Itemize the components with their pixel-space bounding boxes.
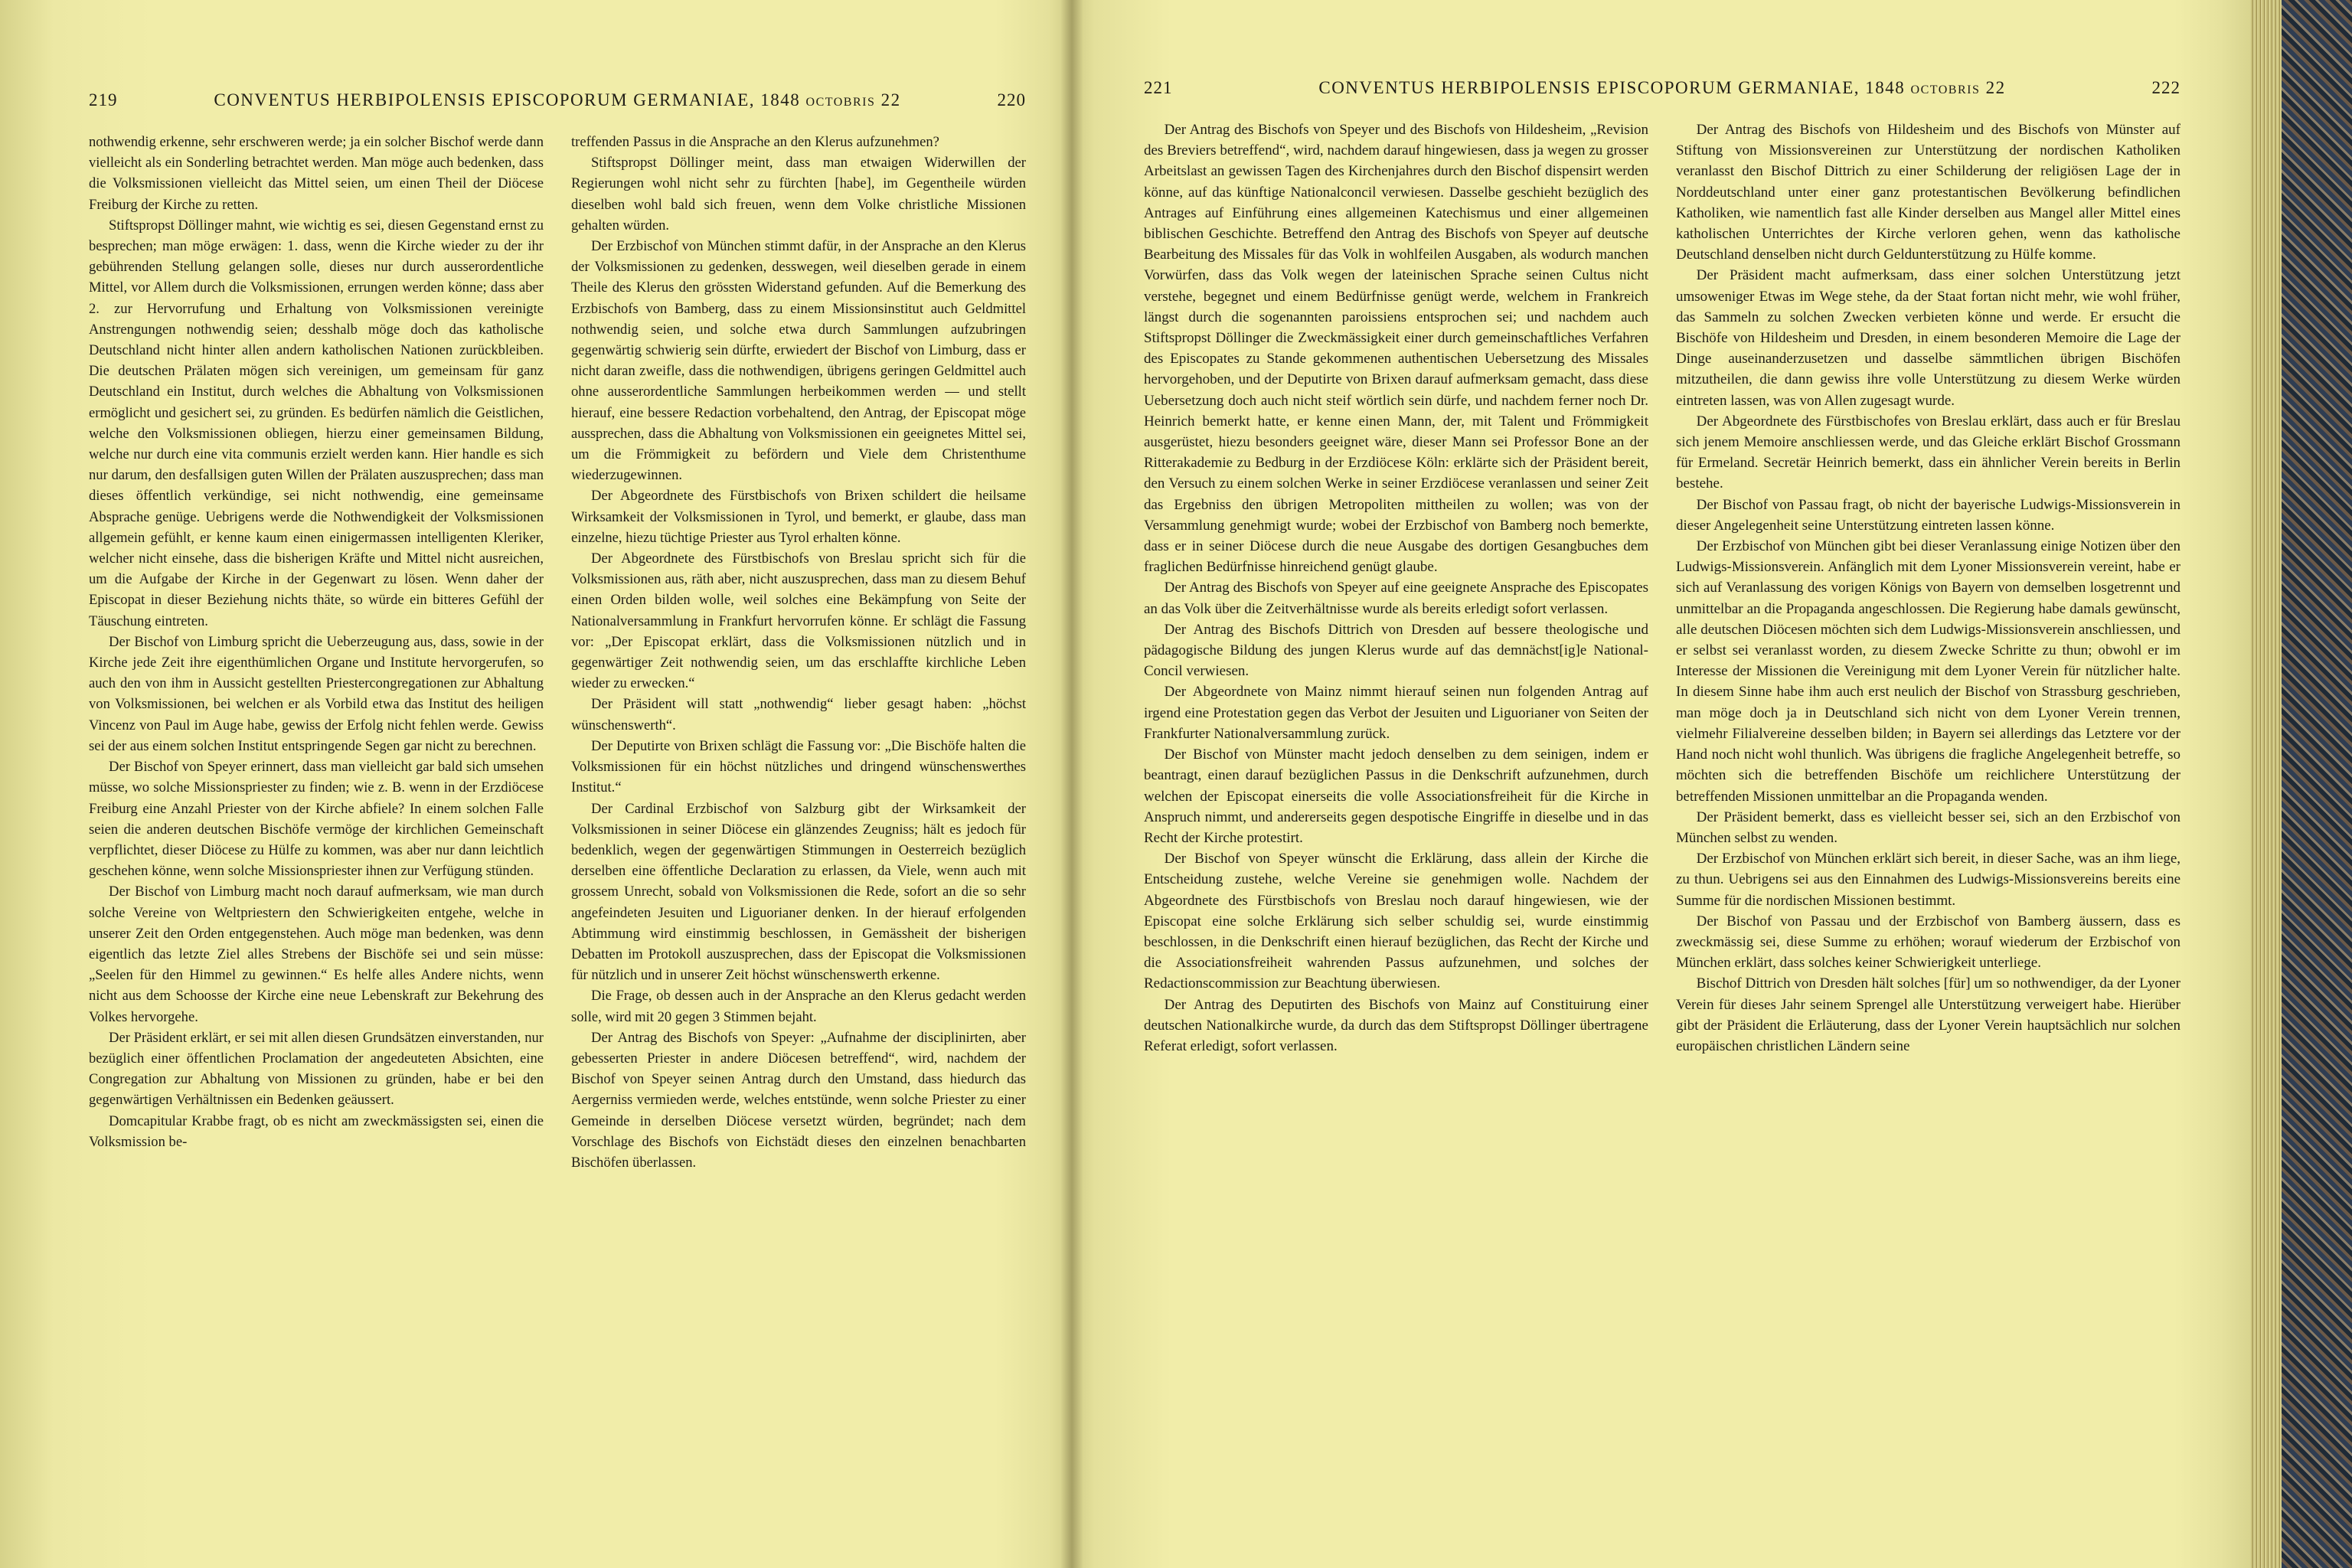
paragraph: Der Bischof von Passau fragt, ob nicht der bayerische Ludwigs-Missionsverein in dieser Angelegenheit seine Unterstützung eintreten lassen könne. <box>1676 496 2180 534</box>
paragraph: Der Präsident macht aufmerksam, dass einer solchen Unterstützung jetzt umsoweniger Etwas im Wege stehe, da der Staat fortan nicht mehr, wie wohl früher, das Sammeln zu solchen Zwecken verbieten könne und werde. Er ersucht die Bischöfe von Hildesheim und Dresden, in einem besonderen Memoire die Lage der Dinge auseinanderzusetzen und dasselbe sämmtlichen übrigen Bischöfen mitzutheilen, die dann gewiss ihre volle Unterstützung zu diesem Werke würden eintreten lassen, was von Allen zugesagt wurde. <box>1676 267 2180 409</box>
paragraph: Der Bischof von Limburg spricht die Ueberzeugung aus, dass, sowie in der Kirche jede Zeit ihre eigenthümlichen Organe und Institute hervorgerufen, so auch den von ihm in Aussicht gestellten Priestercongregationen zur Abhaltung von Volksmissionen, bei welchen er als Vorbild etwa das Institut des heiligen Vincenz von Paul im Auge habe, gewiss der Erfolg nicht fehlen werde. Gewiss sei der aus einem solchen Institut entspringende Segen gar nicht zu berechnen. <box>89 633 544 754</box>
paragraph: Der Abgeordnete des Fürstbischofs von Brixen schildert die heilsame Wirksamkeit der Volksmissionen in Tyrol, und bemerkt, er glaube, dass man einzelne, hiezu tüchtige Priester aus Tyrol erhalten könne. <box>571 488 1026 546</box>
paragraph: Der Antrag des Bischofs Dittrich von Dresden auf bessere theologische und pädagogische Bildung des jungen Klerus wurde auf das demnächst[ig]e National-Concil verwiesen. <box>1144 621 1648 680</box>
column-222 <box>1676 119 2180 1057</box>
left-page-columns <box>89 132 1026 1173</box>
paragraph: Der Cardinal Erzbischof von Salzburg gibt der Wirksamkeit der Volksmissionen in seiner Diöcese ein glänzendes Zeugniss; hält es jedoch für bedenklich, wegen der gegenwärtigen Stimmungen in Oesterreich bezüglich derselben eine öffentliche Declaration zu erlassen, da Viele, wenn auch mit grossem Unrecht, sobald von Volksmissionen die Rede, sofort an die so sehr angefeindeten Jesuiten und Liguorianer denken. In der hierauf erfolgenden Abtimmung wird einstimmig beschlossen, in Gemässheit der bisherigen Debatten im Protokoll auszusprechen, dass der Episcopat die Volksmissionen für nützlich und in unserer Zeit höchst wünschenswerth erkenne. <box>571 800 1026 984</box>
paragraph: Der Präsident erklärt, er sei mit allen diesen Grundsätzen einverstanden, nur bezüglich einer öffentlichen Proclamation der angedeuteten Absichten, eine Congregation zur Abhaltung von Missionen zu gründen, habe er bei den gegenwärtigen Verhältnissen ein Bedenken geäussert. <box>89 1029 544 1109</box>
paragraph: nothwendig erkenne, sehr erschweren werde; ja ein solcher Bischof werde dann vielleicht als ein Sonderling betrachtet werden. Man möge auch bedenken, dass die Volksmissionen vielleicht das Mittel seien, um einen Theil der Diöcese Freiburg der Kirche zu retten. <box>89 134 544 213</box>
paragraph: Der Bischof von Münster macht jedoch denselben zu dem seinigen, indem er beantragt, einen darauf bezüglichen Passus in die Denkschrift aufzunehmen, durch welchen der Episcopat einerseits die volle Associationsfreiheit für die Kirche in Anspruch nimmt, und andererseits gegen despotische Eingriffe in dieselbe und in das Recht der Kirche protestirt. <box>1144 746 1648 846</box>
column-220 <box>571 132 1026 1173</box>
left-page-header <box>89 90 1026 110</box>
paragraph: Der Bischof von Speyer erinnert, dass man vielleicht gar bald sich umsehen müsse, wo solche Missionspriester zu finden; wie z. B. wenn in der Erzdiöcese Freiburg eine Anzahl Priester von der Kirche abfiele? In einem solchen Falle seien die anderen deutschen Bischöfe vermöge der kirchlichen Gemeinschaft verpflichtet, dieser Diöcese zu Hülfe zu kommen, was aber nur dann leichtlich geschehen könne, wenn solche Missionspriester ihnen zur Verfügung stünden. <box>89 759 544 880</box>
right-page-edges <box>2251 0 2282 1568</box>
paragraph: Der Antrag des Deputirten des Bischofs von Mainz auf Constituirung einer deutschen Nationalkirche wurde, da durch das dem Stiftspropst Döllinger übertragene Referat erledigt, sofort verlassen. <box>1144 996 1648 1054</box>
paragraph: Der Präsident bemerkt, dass es vielleicht besser sei, sich an den Erzbischof von München selbst zu wenden. <box>1676 808 2180 846</box>
left-page <box>0 0 1072 1568</box>
paragraph: Der Antrag des Bischofs von Speyer: „Aufnahme der disciplinirten, aber gebesserten Priester in andere Diöcesen betreffend“, wird, nachdem der Bischof von Speyer seinen Antrag durch den Umstand, dass hiedurch das Aergerniss vermieden werde, welches entstünde, wenn solche Priester zu einer Gemeinde in derselben Diöcese versetzt würden, begründet; nach dem Vorschlage des Bischofs von Eichstädt dieses den einzelnen benachbarten Bischöfen überlassen. <box>571 1029 1026 1171</box>
page-number-222: 222 <box>2151 78 2180 97</box>
right-page-columns <box>1144 119 2180 1057</box>
paragraph: Der Erzbischof von München stimmt dafür, in der Ansprache an den Klerus der Volksmissionen zu gedenken, desswegen, weil dieselben gerade in einem Theile des Klerus den grössten Widerstand gefunden. Auf die Bemerkung des Erzbischofs von Bamberg, dass zu einem Missionsinstitut auch Geldmittel nothwendig seien, und solche etwa durch Sammlungen aufzubringen gegenwärtig schwierig sein dürfte, erwiedert der Bischof von Limburg, dass er nicht daran zweifle, dass die nothwendigen, übrigens geringen Geldmittel auch ohne ausserordentliche Sammlungen herbeikommen werden — und stellt hierauf, eine bessere Redaction vorbehaltend, den Antrag, der Episcopat möge aussprechen, dass die Abhaltung von Volksmissionen ein geeignetes Mittel sei, um die Frömmigkeit zu befördern und Viele dem Christenthume wiederzugewinnen. <box>571 238 1026 484</box>
paragraph: Stiftspropst Döllinger meint, dass man etwaigen Widerwillen der Regierungen wohl nicht sehr zu fürchten [habe], im Gegentheile würden dieselben wohl bald sich freuen, wenn dem Volke christliche Missionen gehalten würden. <box>571 155 1026 234</box>
paragraph: Der Bischof von Limburg macht noch darauf aufmerksam, wie man durch solche Vereine von Weltpriestern den Schwierigkeiten entgehe, welche in unserer Zeit den Orden entgegenstehen. Auch möge man bedenken, was denn eigentlich das letzte Ziel alles Strebens der Bischöfe sei und sein müsse: „Seelen für den Himmel zu gewinnen.“ Es helfe alles Andere nichts, wenn nicht aus dem Schoosse der Kirche eine neue Lebenskraft zur Bekehrung des Volkes hervorgehe. <box>89 884 544 1025</box>
page-number-220: 220 <box>997 90 1026 109</box>
paragraph: Der Erzbischof von München erklärt sich bereit, in dieser Sache, was an ihm liege, zu thun. Uebrigens sei aus den Einnahmen des Ludwigs-Missionsvereins bereits eine Summe für die nordischen Missionen bestimmt. <box>1676 851 2180 909</box>
right-page <box>1072 0 2251 1568</box>
page-number-219: 219 <box>89 90 118 109</box>
paragraph: Der Erzbischof von München gibt bei dieser Veranlassung einige Notizen über den Ludwigs-Missionsverein. Anfänglich mit dem Lyoner Missionsverein vereint, habe er sich auf Veranlassung des vorigen Königs von Bayern von demselben losgetrennt und unmittelbar an die Propaganda angeschlossen. Die Regierung habe damals gewünscht, alle deutschen Diöcesen möchten sich dem Ludwigs-Missionsverein anschliessen, und er selbst sei veranlasst worden, zu diesem Zwecke Schritte zu thun; obwohl er im Interesse der Missionen die Vereinigung mit dem Lyoner Verein für nützlicher halte. In diesem Sinne habe ihm auch erst neulich der Bischof von Strassburg geschrieben, man möge doch ja in Deutschland sich nicht von dem Lyoner Verein trennen, vielmehr Filialvereine desselben bilden; in Bayern sei allerdings das Letztere vor der Hand noch nicht wohl thunlich. Was übrigens die fragliche Angelegenheit betreffe, so möchten sich die betreffenden Bischöfe um reichlichere Unterstützung der betreffenden Missionen unmittelbar an die Propaganda wenden. <box>1676 538 2180 805</box>
paragraph: Der Abgeordnete des Fürstbischofs von Breslau spricht sich für die Volksmissionen aus, räth aber, nicht auszusprechen, dass man zu diesem Behuf einen Orden bilden wolle, weil solches eine Bekämpfung von Seite der Nationalversammlung in Frankfurt hervorrufen könne. Er schlägt die Fassung vor: „Der Episcopat erklärt, dass die Volksmissionen nützlich und in gegenwärtiger Zeit nothwendig seien, um das erschlaffte kirchliche Leben wieder zu erwecken.“ <box>571 550 1026 692</box>
page-number-221: 221 <box>1144 78 1173 97</box>
paragraph: Der Antrag des Bischofs von Speyer auf eine geeignete Ansprache des Episcopates an das Volk über die Zeitverhältnisse wurde als bereits erledigt sofort verlassen. <box>1144 580 1648 617</box>
paragraph: Der Bischof von Speyer wünscht die Erklärung, dass allein der Kirche die Entscheidung zustehe, welche Vereine sie genehmigen wolle. Nachdem der Abgeordnete des Fürstbischofs von Breslau noch darauf hingewiesen, wie der Episcopat eine solche Erklärung sich selber schuldig sei, wurde einstimmig beschlossen, in die Denkschrift einen hierauf bezüglichen, das Recht der Kirche und die Associationsfreiheit wahrenden Passus aufzunehmen, und solches der Redactionscommission zur Beachtung überwiesen. <box>1144 851 1648 992</box>
column-221 <box>1144 119 1648 1057</box>
paragraph: Bischof Dittrich von Dresden hält solches [für] um so nothwendiger, da der Lyoner Verein für dieses Jahr seinem Sprengel alle Unterstützung verweigert habe. Hierüber gibt der Präsident die Erläuterung, dass der Lyoner Verein hauptsächlich nur solchen europäischen christlichen Ländern seine <box>1676 975 2180 1054</box>
paragraph: Der Antrag des Bischofs von Speyer und des Bischofs von Hildesheim, „Revision des Breviers betreffend“, wird, nachdem darauf hingewiesen, dass ja wegen zu grosser Arbeitslast an gewissen Tagen des Kirchenjahres durch den Bischof dispensirt werden könne, auf das künftige Nationalconcil verwiesen. Dasselbe geschieht bezüglich des Antrages auf Einführung eines allgemeinen Katechismus und einer allgemeinen biblischen Geschichte. Betreffend den Antrag des Bischofs von Speyer auf deutsche Bearbeitung des Missales für das Volk in wohlfeilen Ausgaben, als wodurch manchen Vorwürfen, dass das Volk wegen der lateinischen Sprache seinen Cultus nicht verstehe, begegnet und einem Bedürfnisse genügt werde, welchem in Frankreich längst durch die sogenannten paroissiens entsprochen sei; und nachdem auch Stiftspropst Döllinger die Zweckmässigkeit einer durch gemeinschaftliches Verfahren des Episcopates zu Stande gekommenen authentischen Uebersetzung des Missales hervorgehoben, und der Deputirte von Brixen darauf aufmerksam gemacht, dass diese Uebersetzung doch auch nicht steif wörtlich sein dürfe, und nachdem ferner noch Dr. Heinrich bemerkt hatte, er kenne einen Mann, der, mit Talent und Frömmigkeit ausgerüstet, hiezu besonders geeignet wäre, dieser Mann sei Professor Bone an der Ritterakademie zu Bedburg in der Erzdiöcese Köln: erklärte sich der Präsident bereit, den Versuch zu einem solchen Werke in seiner Erzdiöcese veranlassen und seiner Zeit das Ergebniss den übrigen Metropoliten mittheilen zu wollen; was von der Versammlung genehmigt wurde; wobei der Erzbischof von Bamberg noch bemerkte, dass er in seiner Diöcese durch die neue Ausgabe des dortigen Gesangbuches dem fraglichen Bedürfnisse hinreichend genügt glaube. <box>1144 122 1648 576</box>
paragraph: Der Abgeordnete von Mainz nimmt hierauf seinen nun folgenden Antrag auf irgend eine Protestation gegen das Verbot der Jesuiten und Liguorianer von Seiten der Frankfurter Nationalversammlung zurück. <box>1144 684 1648 742</box>
background-cloth <box>2282 0 2352 1568</box>
paragraph: Domcapitular Krabbe fragt, ob es nicht am zweckmässigsten sei, einen die Volksmission be- <box>89 1112 544 1150</box>
paragraph: Der Antrag des Bischofs von Hildesheim und des Bischofs von Münster auf Stiftung von Missionsvereinen zur Unterstützung der nordischen Katholiken veranlasst den Bischof Dittrich zu einer Schilderung der religiösen Lage der in Norddeutschland unter einer ganz protestantischen Bevölkerung befindlichen Katholiken, wie namentlich fast alle Kinder derselben aus Mangel aller Mittel eines katholischen Unterrichtes der Kirche verloren gehen, wenn das katholische Deutschland denselben nicht durch Geldunterstützung zu Hülfe komme. <box>1676 122 2180 263</box>
paragraph: Der Abgeordnete des Fürstbischofes von Breslau erklärt, dass auch er für Breslau sich jenem Memoire anschliessen werde, und das Gleiche erklärt Bischof Grossmann für Ermeland. Secretär Heinrich bemerkt, dass ein ähnlicher Verein bereits in Berlin bestehe. <box>1676 413 2180 492</box>
paragraph: treffenden Passus in die Ansprache an den Klerus aufzunehmen? <box>571 134 939 150</box>
paragraph: Stiftspropst Döllinger mahnt, wie wichtig es sei, diesen Gegenstand ernst zu besprechen; man möge erwägen: 1. dass, wenn die Kirche wieder zu der ihr gebührenden Stellung gelangen solle, dieses nur durch ausserordentliche Mittel, vor Allem durch die Volksmissionen, errungen werden könne; dass aber 2. zur Hervorrufung und Erhaltung von Volksmissionen vereinigte Anstrengungen nothwendig seien; desshalb möge doch das katholische Deutschland nicht hinter allen andern katholischen Nationen zurückbleiben. Die deutschen Prälaten mögen sich vereinigen, um gemeinsam für ganz Deutschland ein Institut, durch welches die Abhaltung von Volksmissionen ermöglicht und gesichert sei, zu gründen. Es bedürfen nämlich die Geistlichen, welche den Volksmissionen obliegen, hierzu einer gemeinsamen Bildung, welche nur durch eine vita communis erzielt werden kann. Hier handle es sich nur darum, den desfallsigen guten Willen der Prälaten auszusprechen; dass man dieses öffentlich verkündige, sei nicht nothwendig, eine gemeinsame Absprache genüge. Uebrigens werde die Nothwendigkeit der Volksmissionen allgemein gefühlt, er kenne kaum einen einigermassen intelligenten Kleriker, welcher nicht einsehe, dass die bisherigen Kräfte und Mittel nicht ausreichen, um die Aufgabe der Kirche in der Gegenwart zu lösen. Wenn daher der Episcopat in dieser Beziehung nichts thäte, so würde ein bitteres Gefühl der Täuschung eintreten. <box>89 217 544 629</box>
right-page-header <box>1144 78 2180 98</box>
column-219 <box>89 132 544 1173</box>
running-title: CONVENTUS HERBIPOLENSIS EPISCOPORUM GERMANIAE, 1848 octobris 22 <box>1318 78 2006 97</box>
paragraph: Der Bischof von Passau und der Erzbischof von Bamberg äussern, dass es zweckmässig sei, diese Summe zu erhöhen; worauf wiederum der Erzbischof von München erklärt, dass solches keiner Schwierigkeit unterliege. <box>1676 913 2180 972</box>
running-title: CONVENTUS HERBIPOLENSIS EPISCOPORUM GERMANIAE, 1848 octobris 22 <box>214 90 901 109</box>
paragraph: Die Frage, ob dessen auch in der Ansprache an den Klerus gedacht werden solle, wird mit 20 gegen 3 Stimmen bejaht. <box>571 988 1026 1025</box>
paragraph: Der Präsident will statt „nothwendig“ lieber gesagt haben: „höchst wünschenswerth“. <box>571 696 1026 733</box>
paragraph: Der Deputirte von Brixen schlägt die Fassung vor: „Die Bischöfe halten die Volksmissionen für ein höchst nützliches und dringend wünschenswerthes Institut.“ <box>571 737 1026 796</box>
book-gutter <box>1060 0 1083 1568</box>
